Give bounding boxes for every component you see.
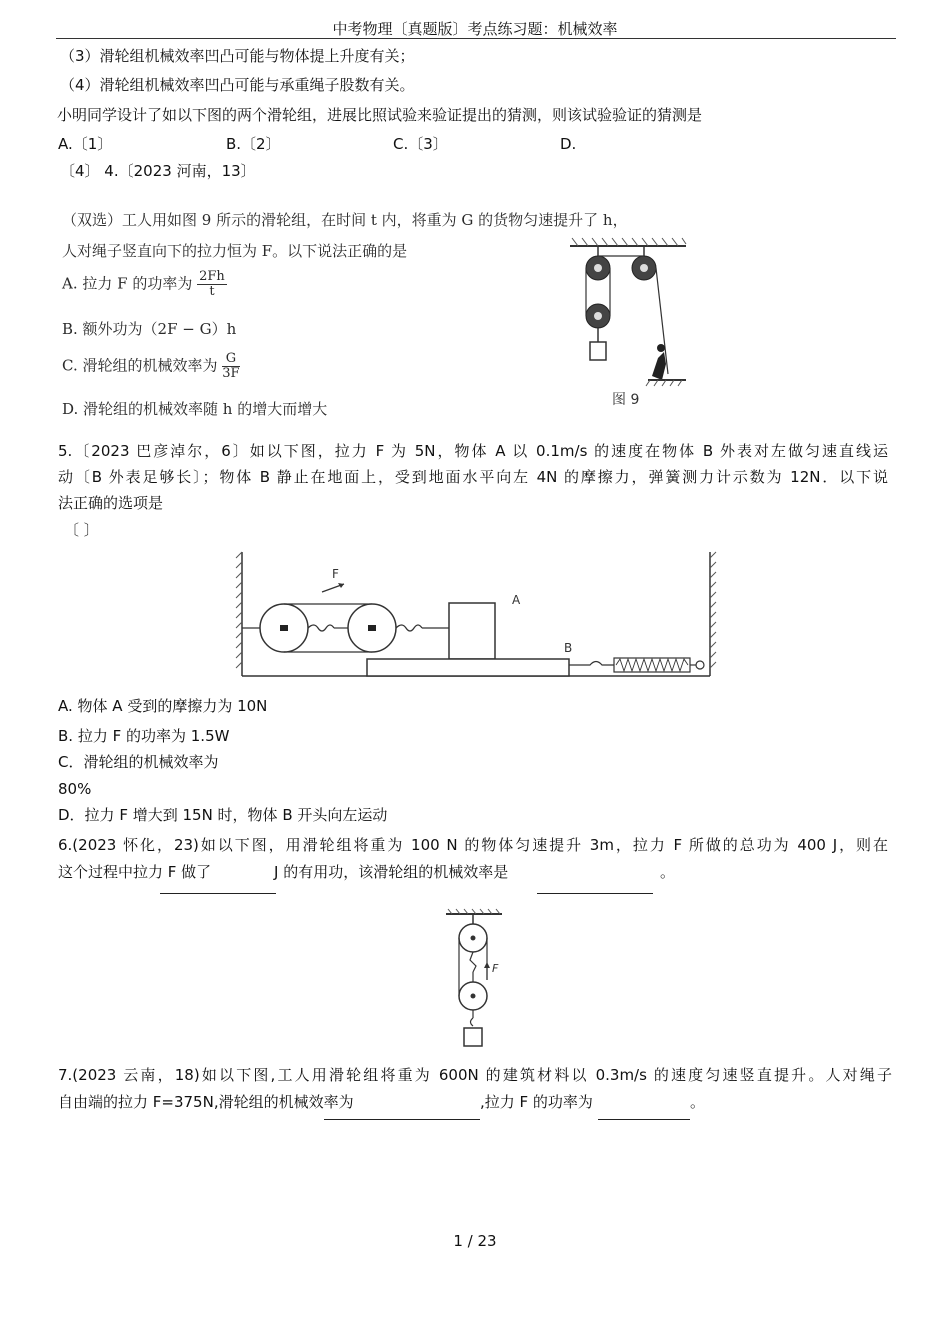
q5-line2: 动〔B 外表足够长〕；物体 B 静止在地面上，受到地面水平向左 4N 的摩擦力，弹簧测力计示数为 12N．以下说 [58, 468, 888, 486]
q4-option-d: D. 滑轮组的机械效率随 h 的增大而增大 [62, 400, 328, 418]
q5-option-d: D．拉力 F 增大到 15N 时，物体 B 开头向左运动 [58, 806, 388, 824]
q6-line2-start: 这个过程中拉力 F 做了 [58, 863, 212, 881]
q7-power-blank[interactable] [598, 1119, 690, 1120]
q4-option-b: B. 额外功为（2F − G）h [62, 320, 237, 338]
frac-num: G [222, 352, 239, 367]
experiment-question: 小明同学设计了如以下图的两个滑轮组，进展比照试验来验证提出的猜测，则该试验验证的猜测是 [57, 106, 703, 124]
header-rule [56, 38, 896, 39]
q6-efficiency-blank[interactable] [537, 893, 653, 894]
option-b: B.〔2〕 [226, 135, 281, 153]
q5-block-b-label: B [564, 641, 573, 655]
figure-9-label: 图 9 [612, 392, 640, 408]
q7-line2-middle: ,拉力 F 的功率为 [480, 1093, 593, 1111]
q5-option-a: A. 物体 A 受到的摩擦力为 10N [58, 697, 268, 715]
q7-line2-end: 。 [690, 1093, 706, 1111]
q6-line2-end: 。 [660, 863, 676, 881]
q6-line1: 6.(2023 怀化，23)如以下图，用滑轮组将重为 100 N 的物体匀速提升 3m，拉力 F 所做的总功为 400 J，则在 [58, 836, 888, 854]
q7-line1: 7.(2023 云南，18)如以下图,工人用滑轮组将重为 600N 的建筑材料以 0.3m/s 的速度匀速竖直提升。人对绳子 [58, 1066, 892, 1084]
figure-9-pulley-diagram [568, 234, 698, 416]
q4-line1: （双选）工人用如图 9 所示的滑轮组，在时间 t 内，将重为 G 的货物匀速提升了 h， [62, 211, 628, 229]
option-d: D. [560, 135, 577, 153]
frac-den: 3F [222, 366, 240, 381]
page-header: 中考物理〔真题版〕考点练习题：机械效率 [332, 20, 618, 38]
q4-option-c [62, 352, 240, 381]
question-4-heading: 〔4〕 4.〔2023 河南，13〕 [60, 162, 256, 180]
option-c: C.〔3〕 [393, 135, 448, 153]
frac-num: 2Fh [199, 269, 225, 284]
q4-option-a [62, 270, 227, 299]
hypothesis-3: （3）滑轮组机械效率凹凸可能与物体提上升度有关； [60, 47, 415, 65]
option-a: A.〔1〕 [58, 135, 113, 153]
q4-option-c-text: C. 滑轮组的机械效率为 [62, 356, 218, 375]
q6-force-label: F [492, 962, 499, 975]
q7-efficiency-blank[interactable] [324, 1119, 480, 1120]
q5-block-a-label: A [512, 593, 521, 607]
q5-option-b: B. 拉力 F 的功率为 1.5W [58, 727, 230, 745]
q6-line2-middle: J 的有用功，该滑轮组的机械效率是 [274, 863, 509, 881]
q5-force-label: F [332, 567, 339, 581]
q5-line1: 5.〔2023 巴彦淖尔，6〕如以下图，拉力 F 为 5N，物体 A 以 0.1m/s 的速度在物体 B 外表对左做匀速直线运 [58, 442, 888, 460]
q6-useful-work-blank[interactable] [160, 893, 276, 894]
q7-line2-start: 自由端的拉力 F=375N,滑轮组的机械效率为 [58, 1093, 354, 1111]
q5-pulley-block-diagram [234, 548, 718, 684]
fraction-2fh-t [197, 270, 227, 299]
q4-line2: 人对绳子竖直向下的拉力恒为 F。以下说法正确的是 [62, 242, 408, 260]
fraction-g-3f [222, 352, 239, 381]
q5-option-c-value: 80% [58, 780, 92, 798]
q6-pulley-diagram [440, 908, 510, 1052]
q5-option-c: C．滑轮组的机械效率为 [58, 753, 219, 771]
page-number: 1 / 23 [453, 1232, 497, 1250]
q5-line3: 法正确的选项是 [58, 494, 164, 512]
q4-option-a-text: A. 拉力 F 的功率为 [62, 274, 193, 293]
frac-den: t [209, 284, 215, 299]
hypothesis-4: （4）滑轮组机械效率凹凸可能与承重绳子股数有关。 [60, 76, 415, 94]
q5-answer-bracket: 〔 〕 [64, 521, 99, 539]
